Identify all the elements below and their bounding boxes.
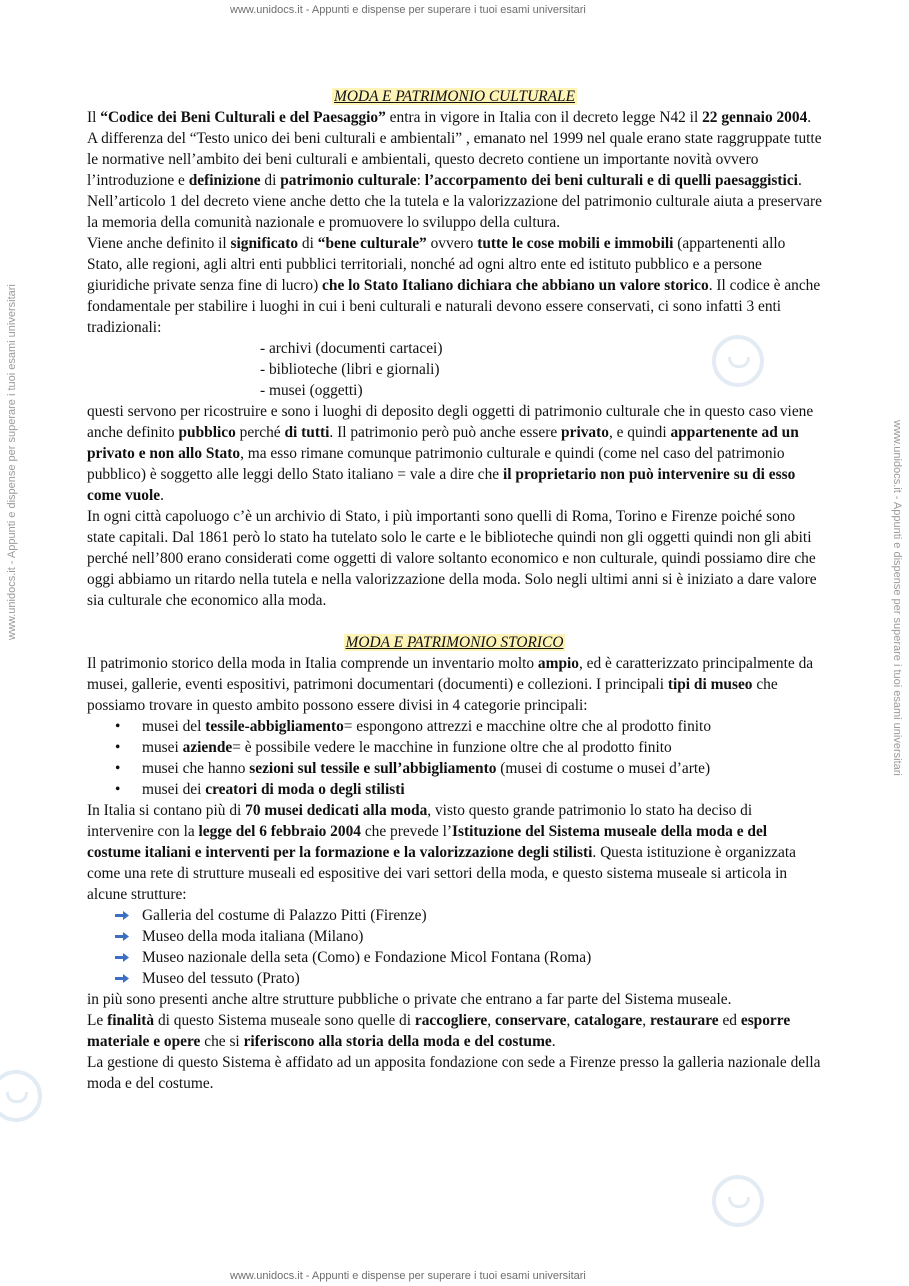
bold-text: patrimonio culturale	[280, 172, 417, 189]
bold-text: esporre materiale e opere	[87, 1012, 791, 1050]
paragraph: Viene anche definito il significato di “bene culturale” ovvero tutte le cose mobili e immobili (appartenenti allo Stato, alle regioni, agli altri enti pubblici territoriali, nonché ad ogni altro ente ed istituto pubblico e a persone giuridiche private senza fine di lucro) che lo Stato Italiano dichiara che abbiano un valore storico. Il codice è anche fondamentale per stabilire i luoghi in cui i beni culturali e naturali devono essere conservati, ci sono infatti 3 enti tradizionali:	[87, 235, 821, 336]
section-title-storico: MODA E PATRIMONIO STORICO	[345, 634, 564, 651]
watermark-banner-bottom: www.unidocs.it - Appunti e dispense per superare i tuoi esami universitari	[230, 1270, 586, 1282]
bold-text: restaurare	[649, 1012, 719, 1029]
list-item: - archivi (documenti cartacei)	[260, 340, 443, 357]
bold-text: tutte le cose mobili e immobili	[477, 235, 674, 252]
bold-text: “Codice dei Beni Culturali e del Paesaggio”	[100, 109, 386, 126]
paragraph: in più sono presenti anche altre strutture pubbliche o private che entrano a far parte del Sistema museale.	[87, 991, 732, 1008]
bold-text: 70 musei dedicati alla moda	[245, 802, 428, 819]
list-item: • musei dei creatori di moda o degli stilisti	[115, 779, 822, 800]
bold-text: che lo Stato Italiano dichiara che abbiano un valore storico	[322, 277, 709, 294]
bold-text: finalità	[107, 1012, 155, 1029]
bold-text: sezioni sul tessile e sull’abbigliamento	[249, 760, 497, 777]
bold-text: privato	[561, 424, 609, 441]
paragraph: Il patrimonio storico della moda in Italia comprende un inventario molto ampio, ed è caratterizzato principalmente da musei, gallerie, eventi espositivi, patrimoni documentari (documenti) e collezioni. I principali tipi di museo che possiamo trovare in questo ambito possono essere divisi in 4 categorie principali:	[87, 655, 814, 714]
bold-text: “bene culturale”	[317, 235, 427, 252]
bold-text: ampio	[537, 655, 579, 672]
bold-text: tessile-abbigliamento	[205, 718, 344, 735]
watermark-logo-icon	[0, 1070, 42, 1122]
paragraph: Il “Codice dei Beni Culturali e del Paesaggio” entra in vigore in Italia con il decreto legge N42 il 22 gennaio 2004. A differenza del “Testo unico dei beni culturali e ambientali” , emanato nel 1999 nel quale erano state raggruppate tutte le normative nell’ambito dei beni culturali e ambientali, questo decreto contiene un importante novità ovvero l’introduzione e definizione di patrimonio culturale: l’accorpamento dei beni culturali e di quelli paesaggistici. Nell’articolo 1 del decreto viene anche detto che la tutela e la valorizzazione del patrimonio culturale aiuta a preservare la memoria della comunità nazionale e promuovere lo sviluppo della cultura.	[87, 109, 822, 231]
bold-text: riferiscono alla storia della moda e del costume	[243, 1033, 552, 1050]
watermark-logo-icon	[712, 1175, 764, 1227]
paragraph: questi servono per ricostruire e sono i luoghi di deposito degli oggetti di patrimonio culturale che in questo caso viene anche definito pubblico perché di tutti. Il patrimonio però può anche essere privato, e quindi appartenente ad un privato e non allo Stato, ma esso rimane comunque patrimonio culturale e quindi (come nel caso del patrimonio pubblico) è soggetto alle leggi dello Stato italiano = vale a dire che il proprietario non può intervenire su di esso come vuole.	[87, 403, 814, 504]
list-item: • musei che hanno sezioni sul tessile e sull’abbigliamento (musei di costume o musei d’arte)	[115, 758, 822, 779]
bold-text: definizione	[188, 172, 261, 189]
watermark-banner-top: www.unidocs.it - Appunti e dispense per superare i tuoi esami universitari	[230, 4, 586, 16]
bold-text: aziende	[182, 739, 233, 756]
bold-text: di tutti	[284, 424, 330, 441]
arrow-right-icon	[115, 953, 129, 962]
list-item: Museo della moda italiana (Milano)	[115, 926, 822, 947]
arrow-right-icon	[115, 932, 129, 941]
bold-text: raccogliere	[414, 1012, 488, 1029]
paragraph: In Italia si contano più di 70 musei dedicati alla moda, visto questo grande patrimonio lo stato ha deciso di intervenire con la legge del 6 febbraio 2004 che prevede l’Istituzione del Sistema museale della moda e del costume italiani e interventi per la formazione e la valorizzazione degli stilisti. Questa istituzione è organizzata come una rete di strutture museali ed espositive dei vari settori della moda, e questo sistema museale si articola in alcune strutture:	[87, 802, 796, 903]
bold-text: tipi di museo	[667, 676, 753, 693]
museum-types-list	[87, 716, 822, 800]
arrow-right-icon	[115, 911, 129, 920]
bold-text: catalogare	[574, 1012, 643, 1029]
list-item: Museo nazionale della seta (Como) e Fondazione Micol Fontana (Roma)	[115, 947, 822, 968]
bold-text: l’accorpamento dei beni culturali e di quelli paesaggistici	[424, 172, 798, 189]
bold-text: creatori di moda o degli stilisti	[205, 781, 405, 798]
structures-list	[87, 905, 822, 989]
watermark-side-left: www.unidocs.it - Appunti e dispense per superare i tuoi esami universitari	[6, 284, 18, 640]
paragraph: Le finalità di questo Sistema museale sono quelle di raccogliere, conservare, catalogare, restaurare ed esporre materiale e opere che si riferiscono alla storia della moda e del costume.	[87, 1012, 791, 1050]
document-body	[87, 86, 822, 1094]
list-item: - biblioteche (libri e giornali)	[260, 361, 440, 378]
bold-text: appartenente ad un privato e non allo Stato	[87, 424, 799, 462]
list-item: • musei aziende= è possibile vedere le macchine in funzione oltre che al prodotto finito	[115, 737, 822, 758]
paragraph: In ogni città capoluogo c’è un archivio di Stato, i più importanti sono quelli di Roma, Torino e Firenze poiché sono state capitali. Dal 1861 però lo stato ha tutelato solo le carte e le biblioteche quindi non gli oggetti quindi non gli abiti perché nell’800 erano considerati come oggetti di valore soltanto economico e non culturale, quindi possiamo dire che oggi abbiamo un ritardo nella tutela e nella valorizzazione della moda. Solo negli ultimi anni si è iniziato a dare valore sia culturale che economico alla moda.	[87, 508, 817, 609]
archives-list	[87, 338, 822, 401]
section-title-culturale: MODA E PATRIMONIO CULTURALE	[334, 88, 575, 105]
bold-text: legge del 6 febbraio 2004	[198, 823, 361, 840]
bold-text: pubblico	[178, 424, 236, 441]
bold-text: 22 gennaio 2004	[702, 109, 808, 126]
bold-text: conservare	[494, 1012, 567, 1029]
list-item: - musei (oggetti)	[260, 382, 363, 399]
list-item: • musei del tessile-abbigliamento= espongono attrezzi e macchine oltre che al prodotto finito	[115, 716, 822, 737]
watermark-side-right: www.unidocs.it - Appunti e dispense per superare i tuoi esami universitari	[891, 420, 903, 776]
paragraph: La gestione di questo Sistema è affidato ad un apposita fondazione con sede a Firenze presso la galleria nazionale della moda e del costume.	[87, 1054, 821, 1092]
bold-text: Istituzione del Sistema museale della moda e del costume italiani e interventi per la formazione e la valorizzazione degli stilisti	[87, 823, 768, 861]
bold-text: significato	[230, 235, 299, 252]
list-item: Galleria del costume di Palazzo Pitti (Firenze)	[115, 905, 822, 926]
bold-text: il proprietario non può intervenire su di esso come vuole	[87, 466, 796, 504]
spacer	[87, 611, 822, 632]
arrow-right-icon	[115, 974, 129, 983]
list-item: Museo del tessuto (Prato)	[115, 968, 822, 989]
